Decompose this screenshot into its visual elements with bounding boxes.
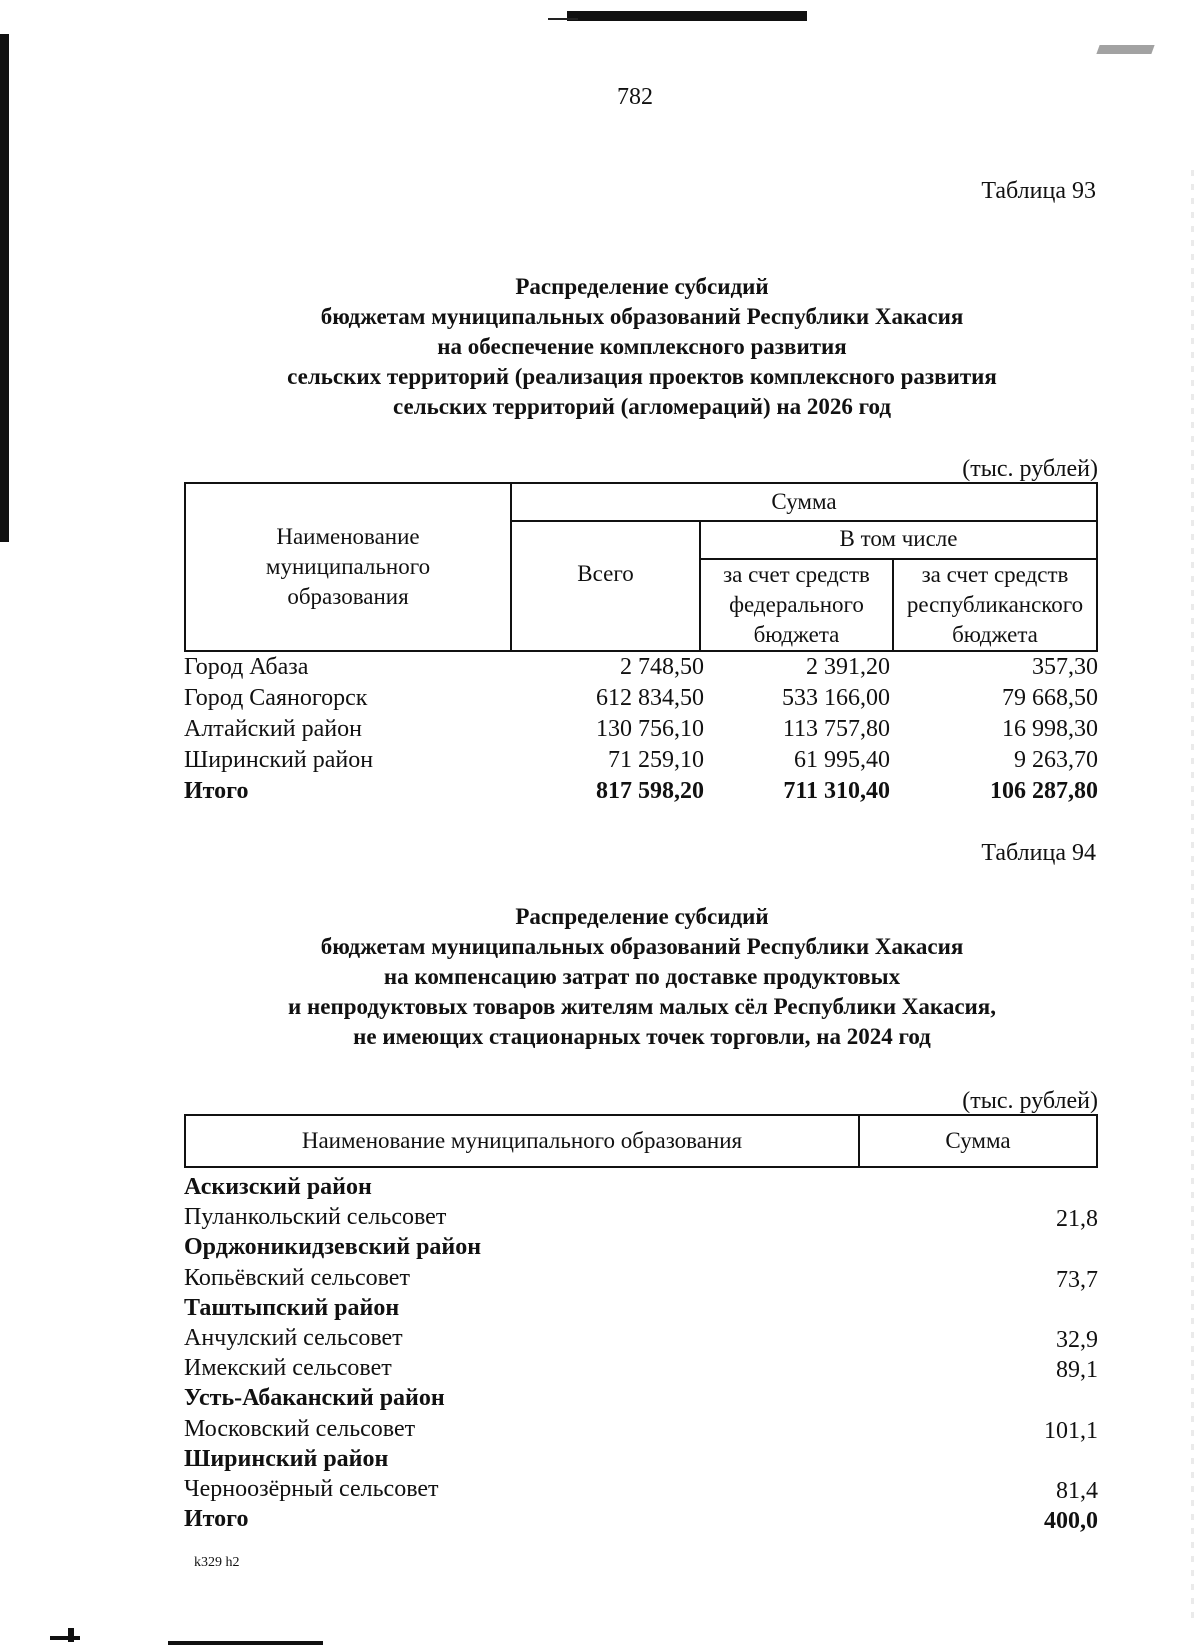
summary-federal: 711 310,40 <box>783 778 890 804</box>
header-name-column <box>186 522 510 612</box>
table-94-units: (тыс. рублей) <box>962 1088 1098 1114</box>
table-94-title <box>184 902 1100 1052</box>
row-total: 71 259,10 <box>608 747 704 773</box>
table-row <box>184 1474 1098 1504</box>
row-value: 21,8 <box>1056 1206 1098 1233</box>
header-including: В том числе <box>839 526 958 551</box>
row-name: Ширинский район <box>184 747 374 773</box>
row-federal: 2 391,20 <box>806 654 890 680</box>
table-row <box>184 745 1098 776</box>
row-name: Усть-Абаканский район <box>184 1385 445 1412</box>
scan-artifact-bottom-line <box>168 1641 323 1645</box>
scan-artifact-edge <box>1191 170 1194 1620</box>
group-row <box>184 1383 1098 1413</box>
scan-artifact-top-line <box>548 18 578 20</box>
table-93-title <box>184 272 1100 422</box>
table-94-title-line: не имеющих стационарных точек торговли, на 2024 год <box>353 1024 931 1049</box>
table-row <box>184 714 1098 745</box>
table-93-title-line: Распределение субсидий <box>515 274 769 299</box>
row-name: Пуланкольский сельсовет <box>184 1204 447 1231</box>
header-name-line: образования <box>287 584 409 609</box>
row-name: Город Саяногорск <box>184 685 368 711</box>
table-93-header <box>184 482 1098 652</box>
table-94-title-line: и непродуктовых товаров жителям малых сёл Республики Хакасия, <box>287 994 996 1019</box>
scan-artifact-smudge <box>1096 45 1154 54</box>
row-name: Имекский сельсовет <box>184 1355 392 1382</box>
row-republic: 79 668,50 <box>1002 685 1098 711</box>
table-row <box>184 1202 1098 1232</box>
table-summary-row <box>184 776 1098 807</box>
scan-artifact-bottom-mark <box>50 1636 80 1640</box>
table-94-body <box>184 1172 1098 1534</box>
row-name: Черноозёрный сельсовет <box>184 1475 439 1502</box>
row-name: Аскизский район <box>184 1174 372 1200</box>
scan-artifact-top-bar <box>567 11 807 21</box>
summary-republic: 106 287,80 <box>990 778 1098 804</box>
row-value: 32,9 <box>1056 1326 1098 1353</box>
row-name: Итого <box>184 1506 249 1533</box>
table-93-title-line: на обеспечение комплексного развития <box>437 334 847 359</box>
header-name-line: муниципального <box>265 554 431 579</box>
header-republic-line: бюджета <box>952 622 1038 647</box>
row-value: 73,7 <box>1056 1266 1098 1293</box>
table-row <box>184 1414 1098 1444</box>
row-republic: 16 998,30 <box>1002 716 1098 742</box>
row-name: Ширинский район <box>184 1445 389 1472</box>
header-sum: Сумма <box>945 1128 1011 1153</box>
header-sum: Сумма <box>771 489 837 514</box>
row-value: 101,1 <box>1044 1417 1098 1444</box>
group-row <box>184 1293 1098 1323</box>
row-name: Алтайский район <box>184 716 362 742</box>
row-total: 612 834,50 <box>596 685 704 711</box>
table-94-title-line: бюджетам муниципальных образований Республики Хакасия <box>320 934 964 959</box>
table-row <box>184 652 1098 683</box>
row-name: Орджоникидзевский район <box>184 1234 482 1261</box>
header-federal-line: федерального <box>729 592 864 617</box>
row-federal: 61 995,40 <box>794 747 890 773</box>
table-row <box>184 683 1098 714</box>
table-row <box>184 1353 1098 1383</box>
footer-code: k329 h2 <box>194 1555 240 1570</box>
header-name-line: Наименование <box>276 524 420 549</box>
header-federal-line: за счет средств <box>723 562 870 587</box>
header-federal-line: бюджета <box>753 622 840 647</box>
table-94-label: Таблица 94 <box>981 840 1096 866</box>
row-republic: 9 263,70 <box>1014 747 1098 773</box>
row-total: 2 748,50 <box>620 654 704 680</box>
header-total: Всего <box>577 561 634 586</box>
table-summary-row <box>184 1504 1098 1534</box>
row-name: Таштыпский район <box>184 1294 400 1321</box>
row-value: 81,4 <box>1056 1477 1098 1504</box>
header-divider <box>510 520 1096 522</box>
table-93-body <box>184 652 1098 807</box>
row-federal: 533 166,00 <box>782 685 890 711</box>
row-value: 89,1 <box>1056 1357 1098 1384</box>
header-republic-line: республиканского <box>906 592 1084 617</box>
row-value: 400,0 <box>1044 1508 1098 1535</box>
table-94-title-line: на компенсацию затрат по доставке продуктовых <box>383 964 901 989</box>
scan-artifact-bottom-mark-vertical <box>68 1628 74 1642</box>
row-name: Анчулский сельсовет <box>184 1324 403 1351</box>
row-name: Город Абаза <box>184 654 309 680</box>
table-93-units: (тыс. рублей) <box>962 456 1098 482</box>
header-federal <box>701 560 892 650</box>
table-93-title-line: сельских территорий (реализация проектов комплексного развития <box>287 364 997 389</box>
page-number: 782 <box>617 84 653 110</box>
group-row <box>184 1444 1098 1474</box>
table-row <box>184 1263 1098 1293</box>
header-republic-line: за счет средств <box>921 562 1069 587</box>
group-row <box>184 1232 1098 1262</box>
group-row <box>184 1172 1098 1202</box>
summary-name: Итого <box>184 778 249 804</box>
header-name: Наименование муниципального образования <box>301 1128 743 1153</box>
table-94-title-line: Распределение субсидий <box>515 904 769 929</box>
row-federal: 113 757,80 <box>782 716 890 742</box>
row-republic: 357,30 <box>1032 654 1098 680</box>
row-total: 130 756,10 <box>596 716 704 742</box>
header-republic <box>894 560 1096 650</box>
summary-total: 817 598,20 <box>596 778 704 804</box>
table-93-title-line: сельских территорий (агломераций) на 2026 год <box>393 394 891 419</box>
table-94-header <box>184 1114 1098 1168</box>
row-name: Копьёвский сельсовет <box>184 1264 410 1291</box>
table-93-title-line: бюджетам муниципальных образований Республики Хакасия <box>320 304 964 329</box>
table-93-label: Таблица 93 <box>981 178 1096 204</box>
table-row <box>184 1323 1098 1353</box>
row-name: Московский сельсовет <box>184 1415 416 1442</box>
